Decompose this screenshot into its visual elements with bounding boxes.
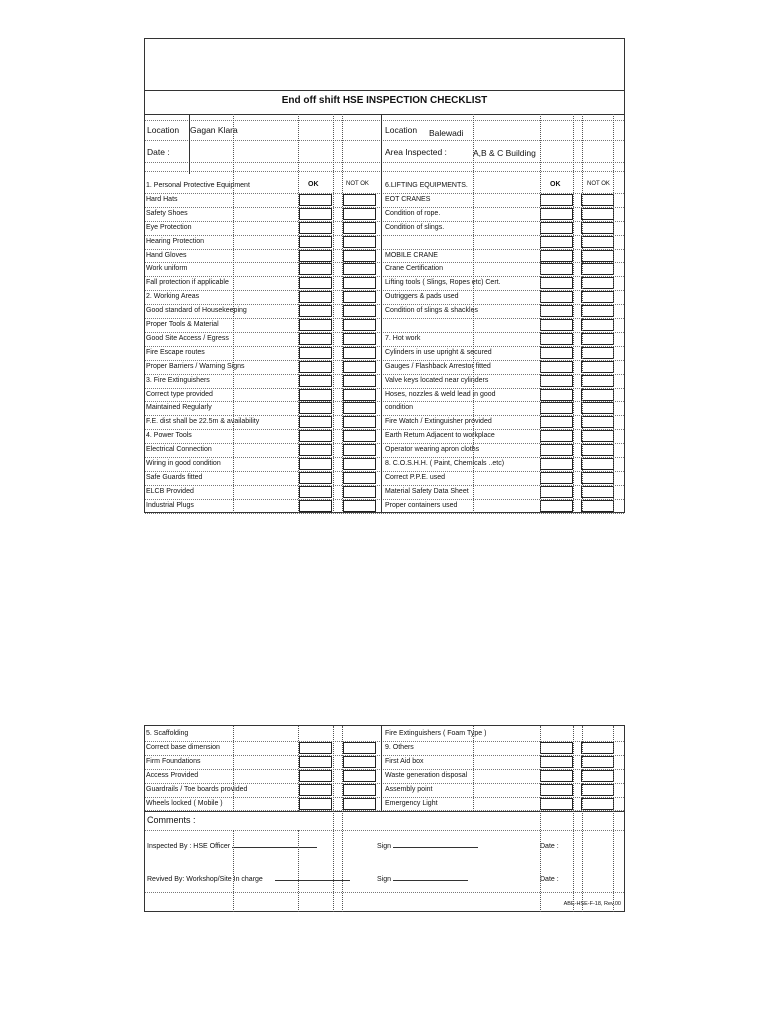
ok-checkbox-right[interactable] — [540, 486, 573, 498]
column-divider — [333, 726, 334, 912]
center-divider — [381, 114, 382, 513]
ok-checkbox-right[interactable] — [540, 472, 573, 484]
ok-checkbox-left[interactable] — [299, 291, 332, 303]
comments-label: Comments : — [147, 815, 196, 825]
column-divider — [233, 830, 234, 912]
dotted-divider — [145, 830, 624, 831]
ok-checkbox-left[interactable] — [299, 347, 332, 359]
not-ok-checkbox-left[interactable] — [343, 291, 376, 303]
ok-checkbox-left[interactable] — [299, 770, 332, 782]
not-ok-checkbox-right[interactable] — [581, 305, 614, 317]
inspected-by-text: Inspected By : HSE Officer — [147, 843, 231, 850]
item-label-left: Hard Hats — [146, 195, 178, 203]
not-ok-checkbox-right[interactable] — [581, 756, 614, 768]
not-ok-checkbox-right[interactable] — [581, 319, 614, 331]
ok-checkbox-left[interactable] — [299, 277, 332, 289]
ok-checkbox-right[interactable] — [540, 347, 573, 359]
signature-line — [275, 880, 350, 881]
signature-line — [393, 880, 468, 881]
not-ok-checkbox-right[interactable] — [581, 263, 614, 275]
item-label-left: 5. Scaffolding — [146, 730, 189, 737]
ok-checkbox-left[interactable] — [299, 389, 332, 401]
not-ok-checkbox-left[interactable] — [343, 472, 376, 484]
ok-checkbox-right[interactable] — [540, 798, 573, 810]
not-ok-checkbox-left[interactable] — [343, 263, 376, 275]
ok-checkbox-right[interactable] — [540, 375, 573, 387]
item-label-right: Emergency Light — [385, 799, 438, 807]
ok-checkbox-left[interactable] — [299, 194, 332, 206]
dotted-divider — [145, 162, 624, 163]
reviewed-by-text: Revived By: Workshop/Site In charge — [147, 876, 263, 883]
sign-label — [377, 873, 468, 886]
dotted-divider — [145, 892, 624, 893]
column-divider — [573, 726, 574, 912]
ok-checkbox-left[interactable] — [299, 444, 332, 456]
not-ok-checkbox-right[interactable] — [581, 784, 614, 796]
signature-line — [232, 847, 317, 848]
not-ok-checkbox-left[interactable] — [343, 236, 376, 248]
item-label-right: Earth Return Adjacent to workplace — [385, 432, 495, 440]
item-label-right: 7. Hot work — [385, 334, 421, 342]
item-label-left: 1. Personal Protective Equipment — [146, 182, 250, 189]
not-ok-checkbox-right[interactable] — [581, 430, 614, 442]
ok-column-header-left: OK — [308, 181, 319, 188]
ok-checkbox-right[interactable] — [540, 361, 573, 373]
column-divider — [573, 114, 574, 513]
ok-checkbox-right[interactable] — [540, 444, 573, 456]
column-divider — [540, 726, 541, 912]
not-ok-checkbox-right[interactable] — [581, 389, 614, 401]
item-label-right: MOBILE CRANE — [385, 251, 438, 259]
not-ok-checkbox-left[interactable] — [343, 277, 376, 289]
item-label-left: F.E. dist shall be 22.5m & availability — [146, 418, 260, 426]
not-ok-checkbox-right[interactable] — [581, 208, 614, 220]
ok-checkbox-right[interactable] — [540, 402, 573, 414]
item-label-right: First Aid box — [385, 757, 424, 765]
not-ok-checkbox-right[interactable] — [581, 291, 614, 303]
not-ok-checkbox-left[interactable] — [343, 194, 376, 206]
checklist-sheet-page2 — [144, 725, 625, 912]
item-label-left: Electrical Connection — [146, 446, 212, 454]
ok-checkbox-left[interactable] — [299, 486, 332, 498]
not-ok-checkbox-right[interactable] — [581, 416, 614, 428]
not-ok-checkbox-left[interactable] — [343, 444, 376, 456]
item-label-left: Hearing Protection — [146, 237, 204, 245]
not-ok-checkbox-left[interactable] — [343, 486, 376, 498]
not-ok-checkbox-right[interactable] — [581, 347, 614, 359]
not-ok-checkbox-left[interactable] — [343, 347, 376, 359]
ok-checkbox-right[interactable] — [540, 263, 573, 275]
column-divider — [342, 114, 343, 513]
item-label-right: condition — [385, 404, 414, 412]
item-label-right: Correct P.P.E. used — [385, 473, 446, 481]
item-label-right: 9. Others — [385, 743, 414, 751]
checklist-sheet-page1 — [144, 38, 625, 513]
ok-checkbox-left[interactable] — [299, 375, 332, 387]
not-ok-column-header-right: NOT OK — [587, 181, 610, 187]
ok-checkbox-right[interactable] — [540, 416, 573, 428]
item-label-right: Condition of slings & shackles — [385, 307, 478, 315]
ok-checkbox-left[interactable] — [299, 472, 332, 484]
ok-checkbox-left[interactable] — [299, 236, 332, 248]
ok-checkbox-right[interactable] — [540, 430, 573, 442]
not-ok-checkbox-left[interactable] — [343, 500, 376, 512]
column-divider — [540, 114, 541, 513]
ok-checkbox-right[interactable] — [540, 319, 573, 331]
item-label-left: Fall protection if applicable — [146, 279, 229, 287]
ok-checkbox-left[interactable] — [299, 208, 332, 220]
ok-checkbox-right[interactable] — [540, 222, 573, 234]
item-label-left: Wheels locked ( Mobile ) — [146, 799, 223, 807]
ok-checkbox-right[interactable] — [540, 333, 573, 345]
not-ok-checkbox-right[interactable] — [581, 361, 614, 373]
page-title: End off shift HSE INSPECTION CHECKLIST — [281, 95, 488, 106]
not-ok-checkbox-right[interactable] — [581, 742, 614, 754]
item-label-right: 8. C.O.S.H.H. ( Paint, Chemicals ..etc) — [385, 460, 505, 467]
signature-line — [393, 847, 478, 848]
item-label-right: Material Safety Data Sheet — [385, 487, 469, 495]
not-ok-checkbox-right[interactable] — [581, 277, 614, 289]
not-ok-checkbox-left[interactable] — [343, 208, 376, 220]
not-ok-checkbox-left[interactable] — [343, 756, 376, 768]
not-ok-checkbox-left[interactable] — [343, 389, 376, 401]
column-divider — [613, 114, 614, 513]
ok-checkbox-left[interactable] — [299, 500, 332, 512]
dotted-divider — [145, 120, 624, 121]
item-label-left: Safe Guards fitted — [146, 473, 203, 481]
item-label-left: 4. Power Tools — [146, 432, 192, 440]
item-label-right: Hoses, nozzles & weld lead in good — [385, 390, 496, 398]
item-label-left: Firm Foundations — [146, 757, 201, 765]
dotted-divider — [145, 171, 624, 172]
ok-checkbox-left[interactable] — [299, 333, 332, 345]
item-label-right: 6.LIFTING EQUIPMENTS. — [385, 182, 468, 189]
item-label-right: Operator wearing apron cloths — [385, 446, 480, 454]
sign-text: Sign — [377, 876, 392, 883]
ok-checkbox-left[interactable] — [299, 305, 332, 317]
ok-checkbox-left[interactable] — [299, 416, 332, 428]
item-label-right: Cylinders in use upright & secured — [385, 348, 492, 356]
ok-checkbox-left[interactable] — [299, 798, 332, 810]
divider — [145, 811, 624, 812]
location-value-right: Balewadi — [429, 128, 464, 138]
not-ok-checkbox-right[interactable] — [581, 194, 614, 206]
not-ok-checkbox-right[interactable] — [581, 222, 614, 234]
area-value: A,B & C Building — [473, 148, 536, 158]
item-label-right: Valve keys located near cylinders — [385, 376, 489, 384]
column-divider — [233, 114, 234, 513]
item-label-left: Good Site Access / Egress — [146, 334, 229, 342]
item-label-left: Access Provided — [146, 771, 199, 779]
divider — [145, 90, 624, 91]
ok-checkbox-right[interactable] — [540, 277, 573, 289]
item-label-right: Waste generation disposal — [385, 771, 468, 779]
ok-checkbox-left[interactable] — [299, 361, 332, 373]
ok-checkbox-right[interactable] — [540, 194, 573, 206]
not-ok-checkbox-right[interactable] — [581, 770, 614, 782]
date-label: Date : — [540, 843, 559, 850]
item-label-right: Crane Certification — [385, 265, 443, 273]
ok-checkbox-left[interactable] — [299, 222, 332, 234]
not-ok-checkbox-left[interactable] — [343, 798, 376, 810]
sign-text: Sign — [377, 843, 392, 850]
item-label-right: Assembly point — [385, 785, 433, 793]
item-label-left: 2. Working Areas — [146, 293, 200, 301]
not-ok-checkbox-left[interactable] — [343, 319, 376, 331]
not-ok-checkbox-right[interactable] — [581, 402, 614, 414]
item-label-left: Fire Escape routes — [146, 348, 205, 356]
item-label-right: Lifting tools ( Slings, Ropes etc) Cert. — [385, 279, 501, 287]
date-label: Date : — [540, 876, 559, 883]
center-divider — [381, 726, 382, 811]
column-divider — [613, 726, 614, 912]
column-divider — [298, 114, 299, 513]
not-ok-checkbox-left[interactable] — [343, 250, 376, 262]
item-label-right: Outriggers & pads used — [385, 293, 459, 301]
not-ok-checkbox-right[interactable] — [581, 500, 614, 512]
column-divider — [582, 726, 583, 912]
item-label-right: Condition of slings. — [385, 223, 445, 231]
ok-checkbox-right[interactable] — [540, 389, 573, 401]
item-label-right: Fire Watch / Extinguisher provided — [385, 418, 492, 426]
column-divider — [298, 830, 299, 912]
item-label-left: Safety Shoes — [146, 209, 188, 217]
not-ok-checkbox-right[interactable] — [581, 472, 614, 484]
ok-checkbox-left[interactable] — [299, 402, 332, 414]
ok-checkbox-right[interactable] — [540, 784, 573, 796]
column-divider — [473, 726, 474, 811]
not-ok-checkbox-left[interactable] — [343, 333, 376, 345]
ok-checkbox-left[interactable] — [299, 430, 332, 442]
not-ok-checkbox-right[interactable] — [581, 250, 614, 262]
item-label-right: Gauges / Flashback Arrestor fitted — [385, 362, 491, 370]
item-label-left: Good standard of Housekeeping — [146, 307, 247, 315]
ok-checkbox-left[interactable] — [299, 263, 332, 275]
item-label-left: Industrial Plugs — [146, 501, 194, 509]
divider — [145, 114, 624, 115]
not-ok-checkbox-left[interactable] — [343, 430, 376, 442]
date-label: Date : — [147, 147, 170, 157]
not-ok-checkbox-left[interactable] — [343, 770, 376, 782]
item-label-left: 3. Fire Extinguishers — [146, 376, 210, 384]
location-label-right: Location — [385, 125, 418, 135]
not-ok-checkbox-left[interactable] — [343, 361, 376, 373]
ok-checkbox-right[interactable] — [540, 756, 573, 768]
item-label-left: Correct type provided — [146, 390, 213, 398]
ok-checkbox-left[interactable] — [299, 784, 332, 796]
column-divider — [298, 726, 299, 811]
item-label-left: Proper Barriers / Warning Signs — [146, 362, 245, 370]
sign-label — [377, 840, 478, 853]
location-value-left: Gagan Klara — [190, 125, 238, 135]
not-ok-column-header-left: NOT OK — [346, 181, 369, 187]
not-ok-checkbox-left[interactable] — [343, 458, 376, 470]
not-ok-checkbox-right[interactable] — [581, 486, 614, 498]
form-code: ABE-HSE-F-18, Rev.00 — [563, 901, 621, 907]
ok-checkbox-right[interactable] — [540, 770, 573, 782]
item-label-left: Work uniform — [146, 265, 188, 273]
not-ok-checkbox-left[interactable] — [343, 742, 376, 754]
location-label-left: Location — [147, 125, 180, 135]
ok-checkbox-right[interactable] — [540, 458, 573, 470]
reviewed-by-label — [147, 873, 350, 886]
not-ok-checkbox-right[interactable] — [581, 798, 614, 810]
not-ok-checkbox-left[interactable] — [343, 305, 376, 317]
ok-checkbox-right[interactable] — [540, 236, 573, 248]
ok-checkbox-right[interactable] — [540, 742, 573, 754]
not-ok-checkbox-right[interactable] — [581, 444, 614, 456]
ok-checkbox-right[interactable] — [540, 208, 573, 220]
ok-checkbox-left[interactable] — [299, 742, 332, 754]
not-ok-checkbox-right[interactable] — [581, 375, 614, 387]
ok-checkbox-left[interactable] — [299, 458, 332, 470]
not-ok-checkbox-right[interactable] — [581, 236, 614, 248]
column-divider — [233, 726, 234, 811]
ok-checkbox-left[interactable] — [299, 756, 332, 768]
not-ok-checkbox-left[interactable] — [343, 402, 376, 414]
not-ok-checkbox-left[interactable] — [343, 222, 376, 234]
row-divider — [145, 513, 624, 514]
ok-checkbox-left[interactable] — [299, 319, 332, 331]
item-label-left: Correct base dimension — [146, 743, 220, 751]
not-ok-checkbox-left[interactable] — [343, 416, 376, 428]
item-label-left: Hand Gloves — [146, 251, 187, 259]
column-divider — [333, 114, 334, 513]
not-ok-checkbox-right[interactable] — [581, 458, 614, 470]
dotted-divider — [145, 140, 624, 141]
item-label-left: Eye Protection — [146, 223, 192, 231]
divider — [189, 114, 190, 174]
area-label: Area Inspected : — [385, 147, 447, 157]
not-ok-checkbox-left[interactable] — [343, 784, 376, 796]
item-label-left: Wiring in good condition — [146, 460, 221, 467]
column-divider — [342, 726, 343, 912]
ok-checkbox-right[interactable] — [540, 291, 573, 303]
item-label-left: Maintained Regularly — [146, 404, 212, 412]
item-label-right: Proper containers used — [385, 501, 458, 509]
column-divider — [582, 114, 583, 513]
item-label-left: Guardrails / Toe boards provided — [146, 785, 248, 793]
ok-checkbox-right[interactable] — [540, 250, 573, 262]
item-label-right: Condition of rope. — [385, 209, 441, 217]
column-divider — [473, 114, 474, 513]
ok-column-header-right: OK — [550, 181, 561, 188]
item-label-right: Fire Extinguishers ( Foam Type ) — [385, 730, 487, 737]
ok-checkbox-right[interactable] — [540, 305, 573, 317]
item-label-left: ELCB Provided — [146, 487, 194, 495]
ok-checkbox-right[interactable] — [540, 500, 573, 512]
item-label-right: EOT CRANES — [385, 195, 431, 203]
item-label-left: Proper Tools & Material — [146, 321, 219, 328]
not-ok-checkbox-left[interactable] — [343, 375, 376, 387]
ok-checkbox-left[interactable] — [299, 250, 332, 262]
not-ok-checkbox-right[interactable] — [581, 333, 614, 345]
